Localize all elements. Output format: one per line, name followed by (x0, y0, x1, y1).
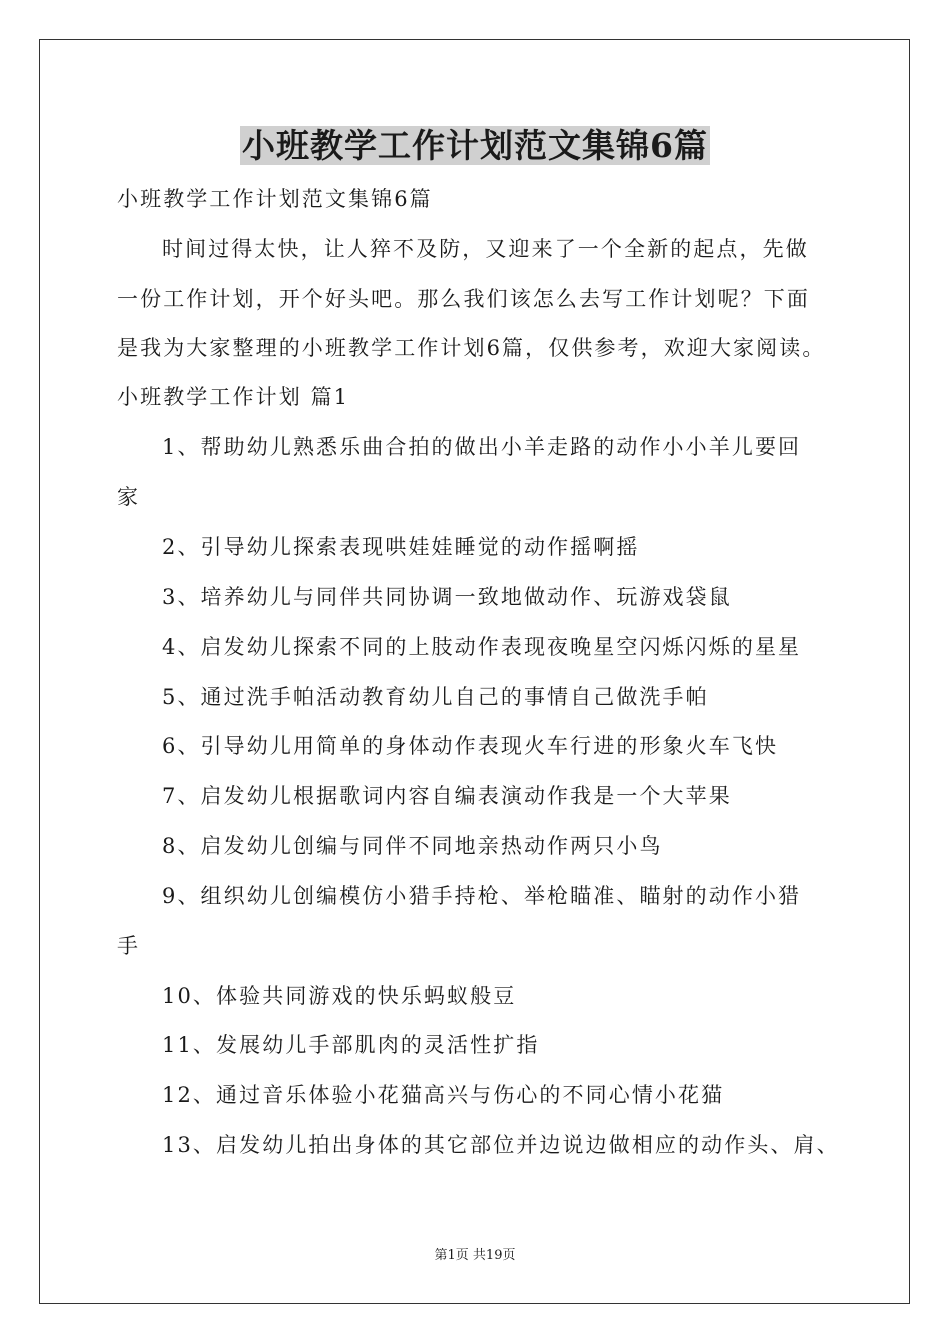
list-item: 9、组织幼儿创编模仿小猎手持枪、举枪瞄准、瞄射的动作小猎 (162, 884, 802, 908)
intro-line-3: 是我为大家整理的小班教学工作计划6篇，仅供参考，欢迎大家阅读。 (117, 336, 826, 360)
intro-line-2: 一份工作计划，开个好头吧。那么我们该怎么去写工作计划呢？下面 (117, 287, 810, 311)
list-item: 13、启发幼儿拍出身体的其它部位并边说边做相应的动作头、肩、 (162, 1133, 840, 1157)
list-item: 7、启发幼儿根据歌词内容自编表演动作我是一个大苹果 (162, 784, 732, 808)
section-heading: 小班教学工作计划 篇1 (117, 385, 350, 409)
list-item: 11、发展幼儿手部肌肉的灵活性扩指 (162, 1033, 540, 1057)
page-footer: 第1页 共19页 (434, 1248, 516, 1263)
list-item: 5、通过洗手帕活动教育幼儿自己的事情自己做洗手帕 (162, 685, 709, 709)
document-title (0, 122, 950, 170)
document-subtitle: 小班教学工作计划范文集锦6篇 (117, 187, 433, 211)
list-item: 3、培养幼儿与同伴共同协调一致地做动作、玩游戏袋鼠 (162, 585, 732, 609)
list-item: 10、体验共同游戏的快乐蚂蚁般豆 (162, 984, 517, 1008)
page-border (39, 39, 910, 1304)
list-item: 1、帮助幼儿熟悉乐曲合拍的做出小羊走路的动作小小羊儿要回 (162, 435, 802, 459)
list-item: 4、启发幼儿探索不同的上肢动作表现夜晚星空闪烁闪烁的星星 (162, 635, 802, 659)
list-item: 手 (117, 934, 141, 958)
list-item: 6、引导幼儿用简单的身体动作表现火车行进的形象火车飞快 (162, 734, 779, 758)
list-item: 2、引导幼儿探索表现哄娃娃睡觉的动作摇啊摇 (162, 535, 640, 559)
intro-line-1: 时间过得太快，让人猝不及防，又迎来了一个全新的起点，先做 (162, 237, 809, 261)
list-item: 家 (117, 485, 141, 509)
list-item: 12、通过音乐体验小花猫高兴与伤心的不同心情小花猫 (162, 1083, 725, 1107)
list-item: 8、启发幼儿创编与同伴不同地亲热动作两只小鸟 (162, 834, 663, 858)
document-title-text: 小班教学工作计划范文集锦6篇 (242, 126, 708, 165)
